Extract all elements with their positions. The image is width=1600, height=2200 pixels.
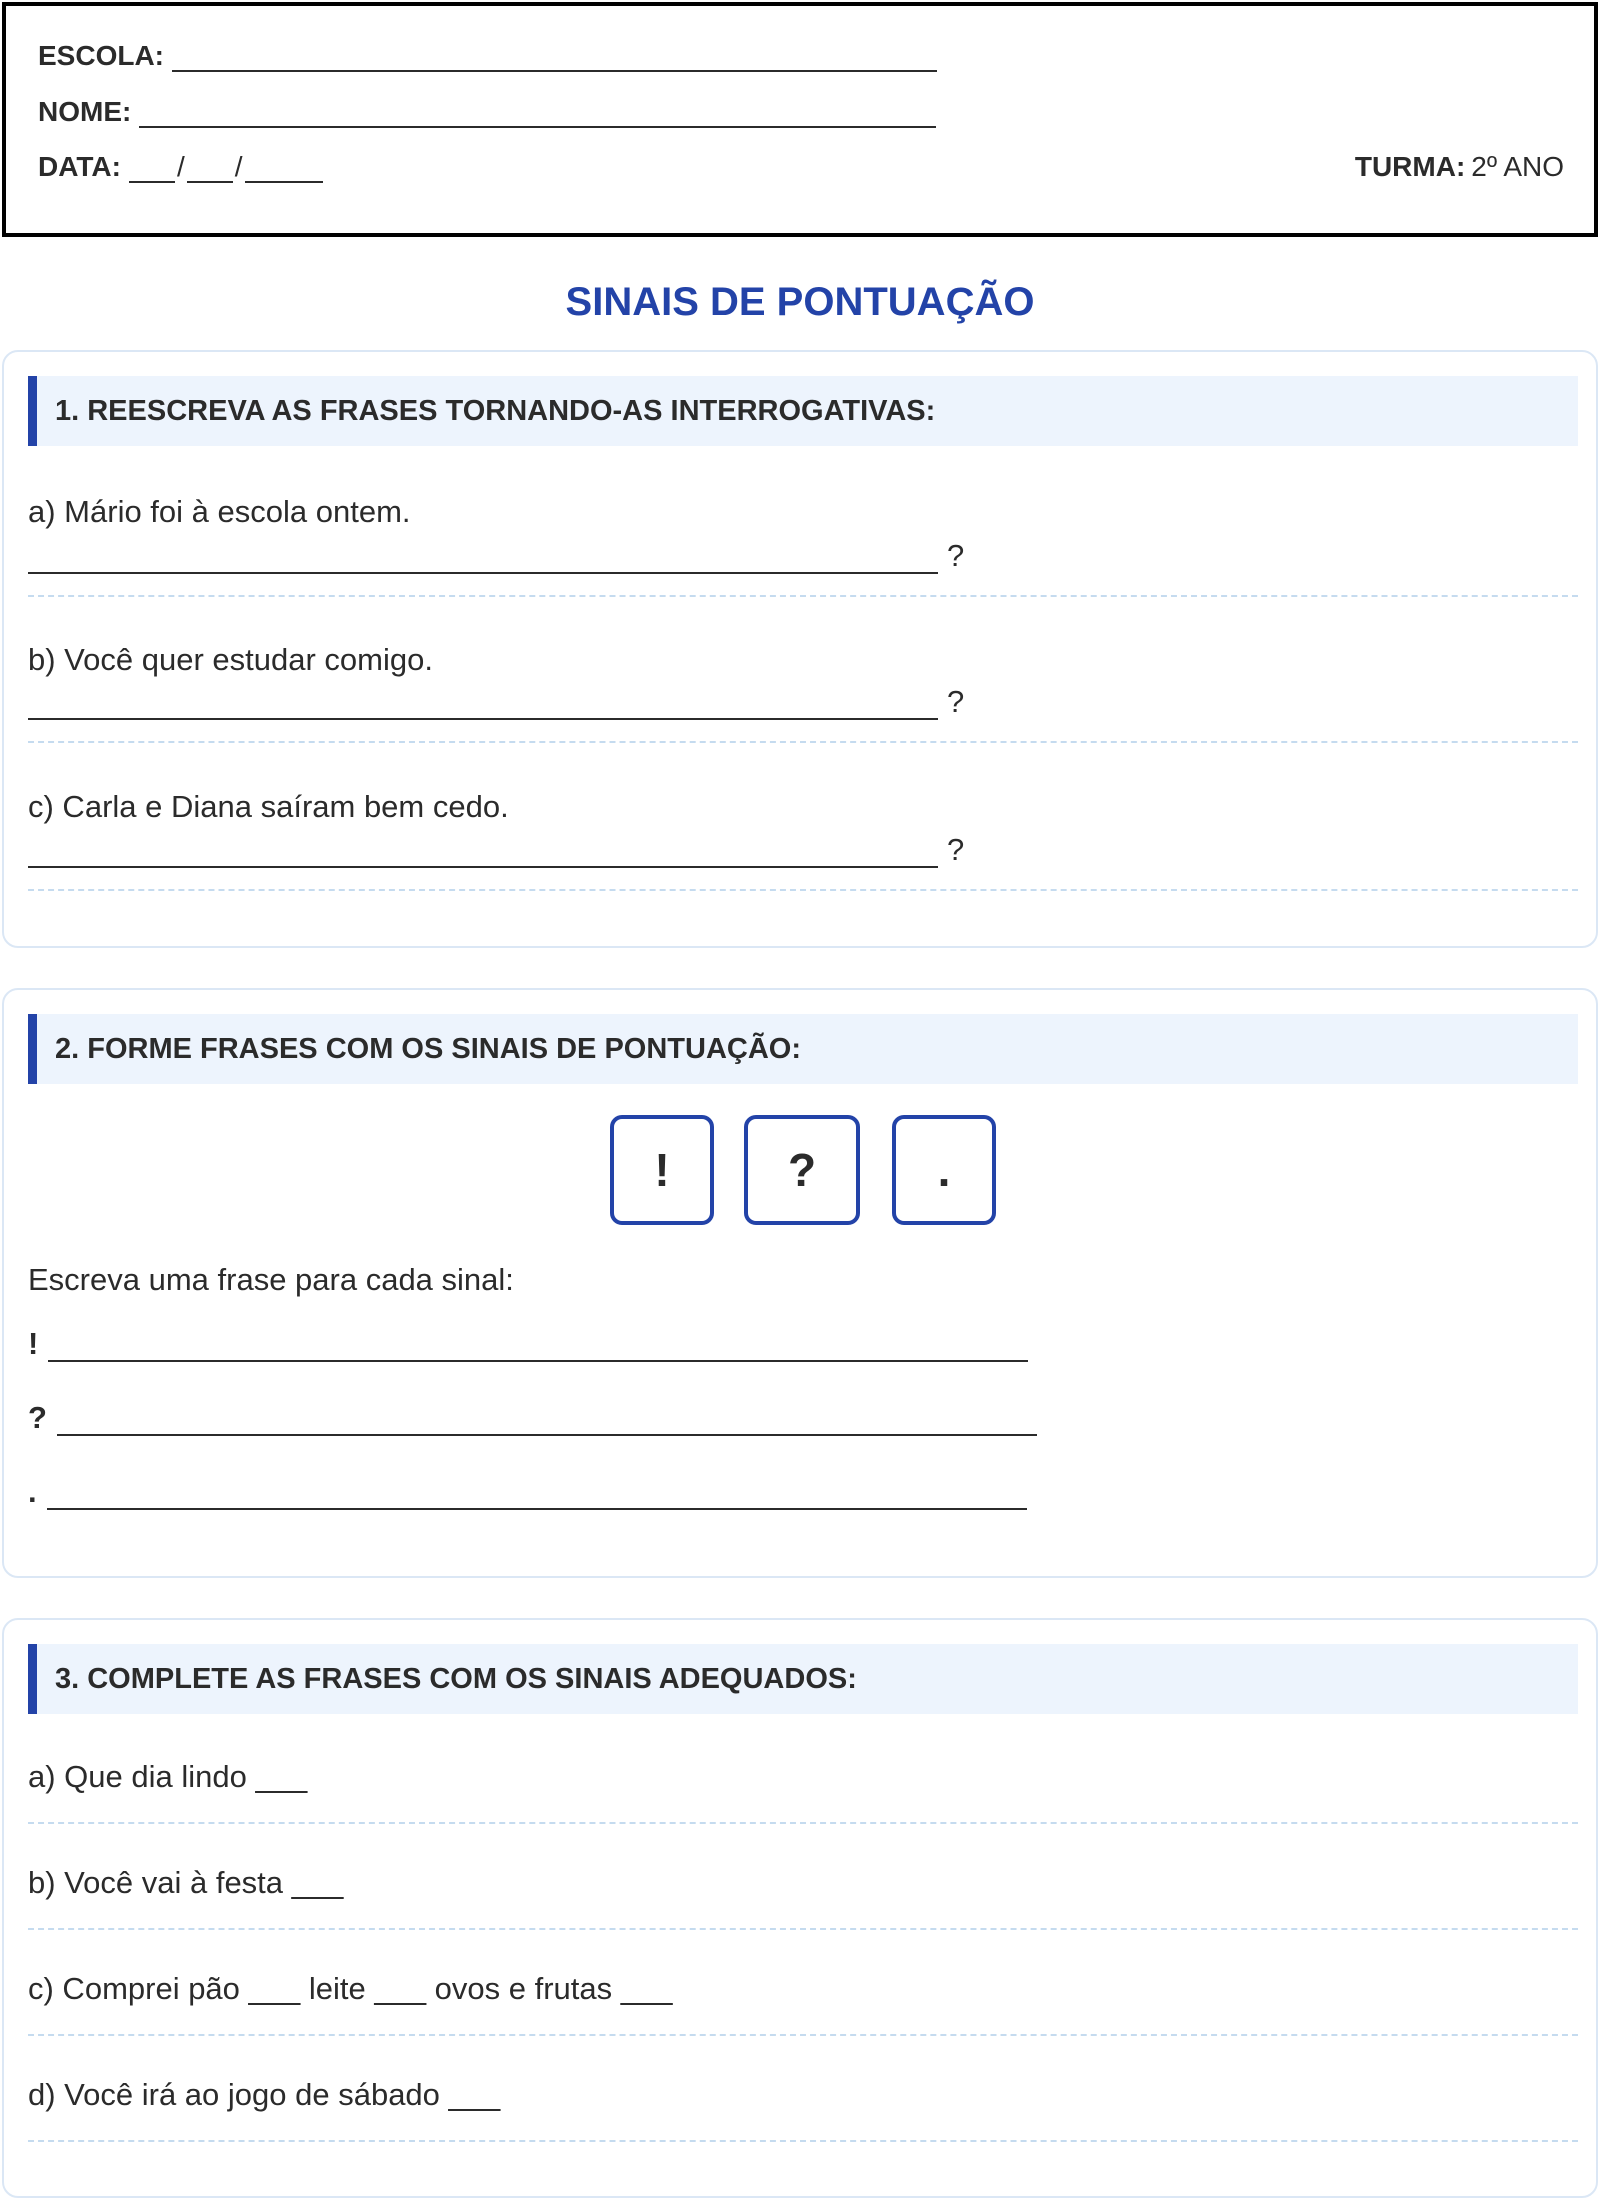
question-text: c) Carla e Diana saíram bem cedo. [28, 789, 509, 824]
separator [28, 889, 1578, 891]
question-line [28, 1400, 1037, 1436]
question-text: b) Você quer estudar comigo. [28, 642, 433, 677]
period-label: . [28, 1474, 37, 1509]
date-day-field[interactable] [129, 155, 175, 183]
separator [28, 1822, 1578, 1824]
exclamation-line [28, 1326, 1028, 1362]
separator [28, 741, 1578, 743]
sentence-item: c) Comprei pão ___ leite ___ ovos e frutas ___ [28, 1971, 673, 2006]
question-label: ? [28, 1400, 47, 1435]
escola-field[interactable] [172, 44, 937, 72]
nome-field[interactable] [139, 100, 936, 128]
exclamation-answer-line[interactable] [48, 1332, 1028, 1362]
date-separator: / [176, 151, 185, 182]
data-row [38, 151, 323, 183]
date-separator: / [234, 151, 243, 182]
question-text: a) Mário foi à escola ontem. [28, 494, 411, 529]
separator [28, 595, 1578, 597]
period-line [28, 1474, 1027, 1510]
section-3-card [2, 1618, 1598, 2198]
section-2-card [2, 988, 1598, 1578]
period-answer-line[interactable] [47, 1480, 1027, 1510]
section-3-heading: 3. COMPLETE AS FRASES COM OS SINAIS ADEQUADOS: [28, 1644, 1578, 1714]
answer-line[interactable] [28, 866, 938, 868]
header-box [2, 2, 1598, 237]
turma [1355, 151, 1564, 183]
exclamation-label: ! [28, 1326, 39, 1361]
question-mark: ? [947, 684, 965, 719]
answer-line[interactable] [28, 572, 938, 574]
nome-label: NOME: [38, 96, 132, 127]
date-month-field[interactable] [187, 155, 233, 183]
sentence-item: a) Que dia lindo ___ [28, 1759, 308, 1794]
sentence-item: d) Você irá ao jogo de sábado ___ [28, 2077, 501, 2112]
separator [28, 1928, 1578, 1930]
escola-label: ESCOLA: [38, 40, 164, 71]
question-mark: ? [947, 538, 965, 573]
question-mark: ? [947, 832, 965, 867]
period-sign-box: . [892, 1115, 996, 1225]
separator [28, 2034, 1578, 2036]
question-sign-box: ? [744, 1115, 860, 1225]
sentence-item: b) Você vai à festa ___ [28, 1865, 344, 1900]
answer-line[interactable] [28, 718, 938, 720]
date-year-field[interactable] [245, 155, 323, 183]
page-title: SINAIS DE PONTUAÇÃO [565, 280, 1035, 324]
instruction-text: Escreva uma frase para cada sinal: [28, 1262, 514, 1297]
exclamation-sign-box: ! [610, 1115, 714, 1225]
section-2-heading: 2. FORME FRASES COM OS SINAIS DE PONTUAÇÃO: [28, 1014, 1578, 1084]
question-answer-line[interactable] [57, 1406, 1037, 1436]
data-label: DATA: [38, 151, 121, 182]
escola-row [38, 40, 937, 72]
separator [28, 2140, 1578, 2142]
nome-row [38, 96, 936, 128]
turma-label: TURMA: [1354, 151, 1466, 182]
section-1-heading: 1. REESCREVA AS FRASES TORNANDO-AS INTERROGATIVAS: [28, 376, 1578, 446]
section-1-card [2, 350, 1598, 948]
turma-value: 2º ANO [1471, 151, 1564, 182]
